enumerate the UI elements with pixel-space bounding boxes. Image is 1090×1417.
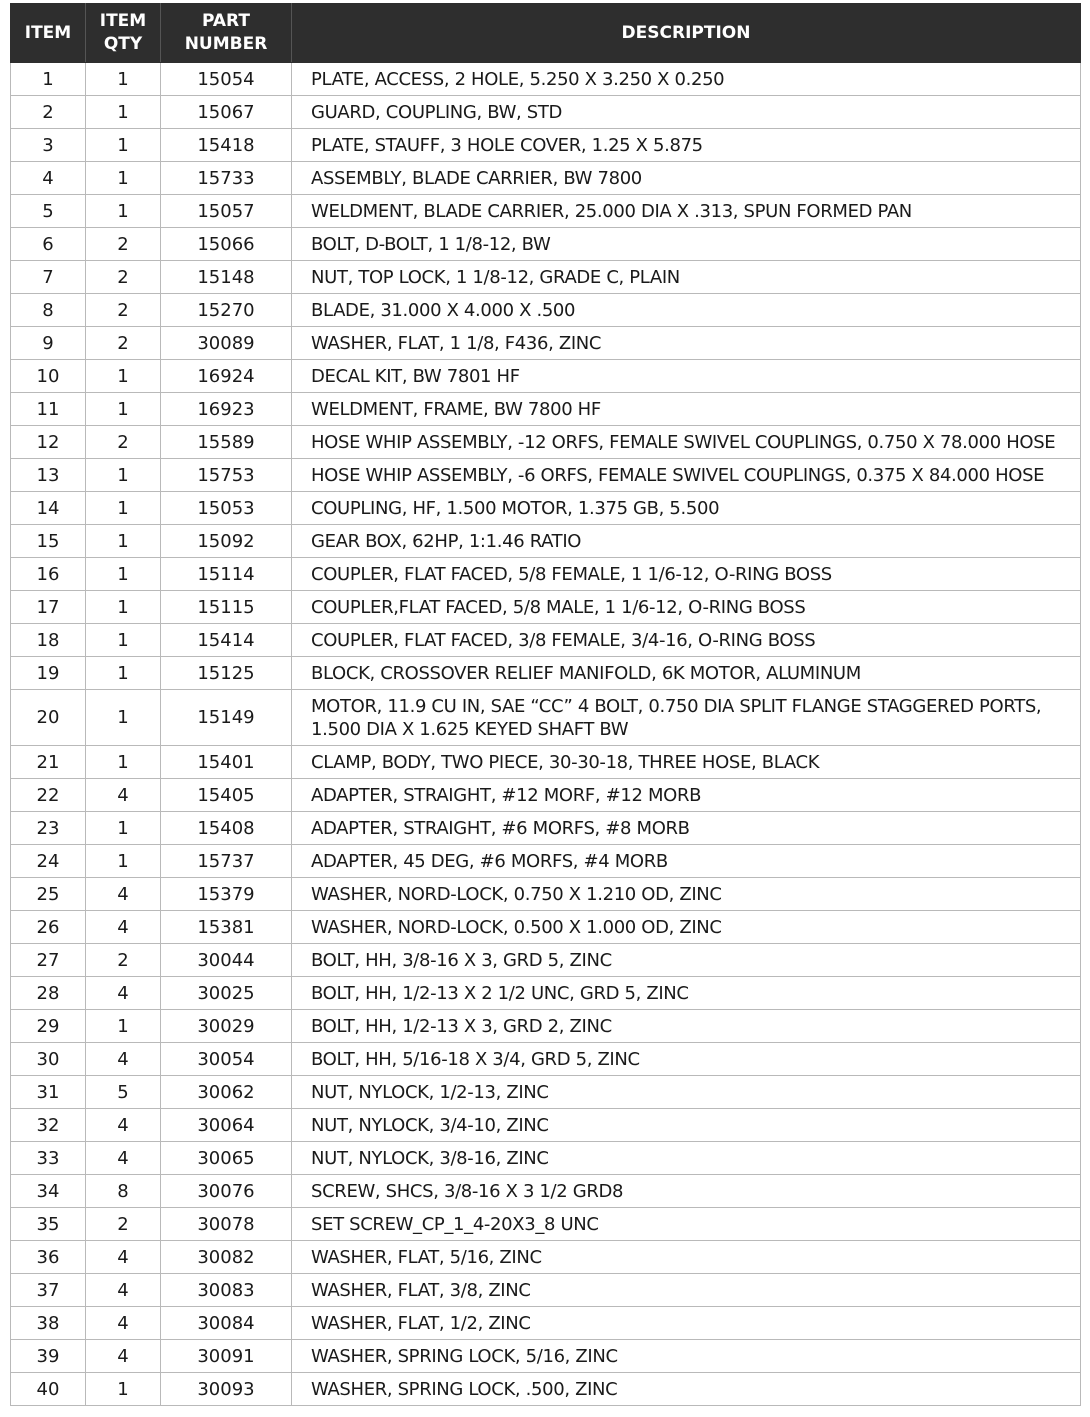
table-row	[11, 657, 1081, 690]
cell-part-number: 30025	[161, 977, 292, 1010]
table-row	[11, 261, 1081, 294]
cell-part-number: 15753	[161, 459, 292, 492]
cell-item: 35	[11, 1208, 86, 1241]
cell-part-number: 15148	[161, 261, 292, 294]
cell-item: 19	[11, 657, 86, 690]
cell-qty: 1	[86, 525, 161, 558]
cell-description: HOSE WHIP ASSEMBLY, -12 ORFS, FEMALE SWIVEL COUPLINGS, 0.750 X 78.000 HOSE	[292, 426, 1081, 459]
cell-part-number: 30093	[161, 1373, 292, 1406]
cell-item: 37	[11, 1274, 86, 1307]
cell-item: 3	[11, 129, 86, 162]
table-row	[11, 1043, 1081, 1076]
cell-qty: 1	[86, 845, 161, 878]
cell-part-number: 30078	[161, 1208, 292, 1241]
cell-description: MOTOR, 11.9 CU IN, SAE “CC” 4 BOLT, 0.750 DIA SPLIT FLANGE STAGGERED PORTS, 1.500 DIA X 1.625 KEYED SHAFT BW	[292, 690, 1081, 746]
cell-part-number: 15125	[161, 657, 292, 690]
cell-qty: 1	[86, 492, 161, 525]
cell-part-number: 15057	[161, 195, 292, 228]
cell-qty: 1	[86, 63, 161, 96]
cell-item: 14	[11, 492, 86, 525]
cell-qty: 2	[86, 294, 161, 327]
cell-item: 18	[11, 624, 86, 657]
table-row	[11, 591, 1081, 624]
cell-description: GEAR BOX, 62HP, 1:1.46 RATIO	[292, 525, 1081, 558]
table-row	[11, 812, 1081, 845]
cell-part-number: 30082	[161, 1241, 292, 1274]
cell-part-number: 30089	[161, 327, 292, 360]
table-row	[11, 779, 1081, 812]
cell-part-number: 15381	[161, 911, 292, 944]
cell-part-number: 30054	[161, 1043, 292, 1076]
cell-qty: 5	[86, 1076, 161, 1109]
parts-list-sheet	[10, 3, 1080, 1406]
cell-part-number: 30064	[161, 1109, 292, 1142]
column-header-item-qty	[86, 4, 161, 63]
cell-description: WELDMENT, BLADE CARRIER, 25.000 DIA X .313, SPUN FORMED PAN	[292, 195, 1081, 228]
column-header-part-line2: NUMBER	[184, 34, 268, 54]
cell-description: BLOCK, CROSSOVER RELIEF MANIFOLD, 6K MOTOR, ALUMINUM	[292, 657, 1081, 690]
cell-qty: 4	[86, 779, 161, 812]
table-row	[11, 63, 1081, 96]
table-row	[11, 1076, 1081, 1109]
table-row	[11, 1241, 1081, 1274]
cell-part-number: 15066	[161, 228, 292, 261]
cell-item: 1	[11, 63, 86, 96]
cell-description: WASHER, NORD-LOCK, 0.750 X 1.210 OD, ZINC	[292, 878, 1081, 911]
cell-item: 24	[11, 845, 86, 878]
cell-part-number: 15733	[161, 162, 292, 195]
cell-item: 8	[11, 294, 86, 327]
cell-part-number: 16923	[161, 393, 292, 426]
cell-item: 31	[11, 1076, 86, 1109]
cell-qty: 1	[86, 393, 161, 426]
column-header-item	[11, 4, 86, 63]
cell-item: 13	[11, 459, 86, 492]
cell-item: 20	[11, 690, 86, 746]
cell-part-number: 15408	[161, 812, 292, 845]
cell-description: SCREW, SHCS, 3/8-16 X 3 1/2 GRD8	[292, 1175, 1081, 1208]
cell-part-number: 30083	[161, 1274, 292, 1307]
parts-list-table	[10, 3, 1081, 1406]
table-row	[11, 459, 1081, 492]
cell-description: SET SCREW_CP_1_4-20X3_8 UNC	[292, 1208, 1081, 1241]
header-row	[11, 4, 1081, 63]
cell-qty: 1	[86, 1373, 161, 1406]
cell-item: 26	[11, 911, 86, 944]
cell-part-number: 15379	[161, 878, 292, 911]
cell-description: COUPLER, FLAT FACED, 3/8 FEMALE, 3/4-16, O-RING BOSS	[292, 624, 1081, 657]
cell-qty: 1	[86, 459, 161, 492]
column-header-part-line1: PART	[202, 11, 250, 31]
cell-qty: 1	[86, 591, 161, 624]
cell-item: 30	[11, 1043, 86, 1076]
table-row	[11, 878, 1081, 911]
cell-item: 11	[11, 393, 86, 426]
cell-part-number: 16924	[161, 360, 292, 393]
cell-item: 4	[11, 162, 86, 195]
column-header-description-label: DESCRIPTION	[621, 22, 751, 43]
cell-description: WASHER, NORD-LOCK, 0.500 X 1.000 OD, ZINC	[292, 911, 1081, 944]
cell-description: WASHER, FLAT, 1/2, ZINC	[292, 1307, 1081, 1340]
table-row	[11, 1142, 1081, 1175]
cell-description: BOLT, HH, 3/8-16 X 3, GRD 5, ZINC	[292, 944, 1081, 977]
cell-part-number: 30084	[161, 1307, 292, 1340]
cell-description: COUPLING, HF, 1.500 MOTOR, 1.375 GB, 5.500	[292, 492, 1081, 525]
cell-item: 9	[11, 327, 86, 360]
cell-qty: 2	[86, 944, 161, 977]
cell-description: WASHER, SPRING LOCK, 5/16, ZINC	[292, 1340, 1081, 1373]
cell-description: NUT, NYLOCK, 3/4-10, ZINC	[292, 1109, 1081, 1142]
table-row	[11, 1109, 1081, 1142]
cell-part-number: 30029	[161, 1010, 292, 1043]
cell-description: BOLT, HH, 1/2-13 X 3, GRD 2, ZINC	[292, 1010, 1081, 1043]
cell-description: WASHER, FLAT, 3/8, ZINC	[292, 1274, 1081, 1307]
cell-qty: 2	[86, 327, 161, 360]
cell-qty: 4	[86, 1043, 161, 1076]
table-row	[11, 162, 1081, 195]
cell-part-number: 15414	[161, 624, 292, 657]
cell-description: PLATE, STAUFF, 3 HOLE COVER, 1.25 X 5.875	[292, 129, 1081, 162]
cell-item: 23	[11, 812, 86, 845]
table-row	[11, 96, 1081, 129]
table-row	[11, 624, 1081, 657]
cell-item: 17	[11, 591, 86, 624]
cell-qty: 1	[86, 746, 161, 779]
cell-description: BOLT, HH, 5/16-18 X 3/4, GRD 5, ZINC	[292, 1043, 1081, 1076]
cell-description: DECAL KIT, BW 7801 HF	[292, 360, 1081, 393]
cell-qty: 1	[86, 690, 161, 746]
cell-description: CLAMP, BODY, TWO PIECE, 30-30-18, THREE HOSE, BLACK	[292, 746, 1081, 779]
column-header-qty-line1: ITEM	[99, 11, 147, 31]
table-row	[11, 944, 1081, 977]
cell-qty: 1	[86, 558, 161, 591]
cell-description: ASSEMBLY, BLADE CARRIER, BW 7800	[292, 162, 1081, 195]
cell-item: 33	[11, 1142, 86, 1175]
cell-description: ADAPTER, STRAIGHT, #6 MORFS, #8 MORB	[292, 812, 1081, 845]
table-row	[11, 1307, 1081, 1340]
cell-qty: 2	[86, 1208, 161, 1241]
cell-item: 2	[11, 96, 86, 129]
table-row	[11, 911, 1081, 944]
cell-qty: 4	[86, 1109, 161, 1142]
table-row	[11, 228, 1081, 261]
table-row	[11, 525, 1081, 558]
cell-description: BOLT, D-BOLT, 1 1/8-12, BW	[292, 228, 1081, 261]
table-row	[11, 1274, 1081, 1307]
cell-qty: 4	[86, 1274, 161, 1307]
cell-description: GUARD, COUPLING, BW, STD	[292, 96, 1081, 129]
table-row	[11, 746, 1081, 779]
table-row	[11, 393, 1081, 426]
table-row	[11, 1340, 1081, 1373]
cell-qty: 1	[86, 360, 161, 393]
cell-item: 40	[11, 1373, 86, 1406]
table-row	[11, 1208, 1081, 1241]
cell-item: 15	[11, 525, 86, 558]
cell-part-number: 30076	[161, 1175, 292, 1208]
cell-description: PLATE, ACCESS, 2 HOLE, 5.250 X 3.250 X 0.250	[292, 63, 1081, 96]
table-body	[11, 63, 1081, 1406]
cell-part-number: 30065	[161, 1142, 292, 1175]
cell-part-number: 30091	[161, 1340, 292, 1373]
cell-part-number: 15067	[161, 96, 292, 129]
cell-qty: 8	[86, 1175, 161, 1208]
table-row	[11, 690, 1081, 746]
cell-qty: 1	[86, 195, 161, 228]
cell-qty: 1	[86, 96, 161, 129]
cell-part-number: 15270	[161, 294, 292, 327]
cell-description: WELDMENT, FRAME, BW 7800 HF	[292, 393, 1081, 426]
table-row	[11, 129, 1081, 162]
cell-item: 34	[11, 1175, 86, 1208]
cell-item: 25	[11, 878, 86, 911]
column-header-qty-line2: QTY	[103, 34, 143, 54]
cell-qty: 1	[86, 624, 161, 657]
cell-item: 29	[11, 1010, 86, 1043]
cell-qty: 4	[86, 977, 161, 1010]
cell-item: 36	[11, 1241, 86, 1274]
cell-item: 7	[11, 261, 86, 294]
cell-description: NUT, TOP LOCK, 1 1/8-12, GRADE C, PLAIN	[292, 261, 1081, 294]
column-header-part-number	[161, 4, 292, 63]
cell-part-number: 15401	[161, 746, 292, 779]
cell-description: WASHER, FLAT, 1 1/8, F436, ZINC	[292, 327, 1081, 360]
table-row	[11, 426, 1081, 459]
cell-part-number: 15589	[161, 426, 292, 459]
table-row	[11, 360, 1081, 393]
cell-description: COUPLER, FLAT FACED, 5/8 FEMALE, 1 1/6-12, O-RING BOSS	[292, 558, 1081, 591]
cell-qty: 1	[86, 657, 161, 690]
cell-item: 39	[11, 1340, 86, 1373]
cell-description: BLADE, 31.000 X 4.000 X .500	[292, 294, 1081, 327]
cell-description: WASHER, FLAT, 5/16, ZINC	[292, 1241, 1081, 1274]
table-row	[11, 195, 1081, 228]
cell-qty: 4	[86, 1307, 161, 1340]
table-row	[11, 294, 1081, 327]
cell-part-number: 30044	[161, 944, 292, 977]
cell-qty: 4	[86, 911, 161, 944]
table-row	[11, 845, 1081, 878]
cell-description: HOSE WHIP ASSEMBLY, -6 ORFS, FEMALE SWIVEL COUPLINGS, 0.375 X 84.000 HOSE	[292, 459, 1081, 492]
column-header-description	[292, 4, 1081, 63]
cell-item: 6	[11, 228, 86, 261]
cell-part-number: 15418	[161, 129, 292, 162]
cell-item: 22	[11, 779, 86, 812]
cell-description: ADAPTER, STRAIGHT, #12 MORF, #12 MORB	[292, 779, 1081, 812]
cell-item: 27	[11, 944, 86, 977]
cell-description: NUT, NYLOCK, 3/8-16, ZINC	[292, 1142, 1081, 1175]
cell-item: 12	[11, 426, 86, 459]
table-row	[11, 1175, 1081, 1208]
cell-item: 28	[11, 977, 86, 1010]
table-row	[11, 977, 1081, 1010]
table-header	[11, 4, 1081, 63]
cell-qty: 4	[86, 1142, 161, 1175]
cell-qty: 2	[86, 261, 161, 294]
cell-description: WASHER, SPRING LOCK, .500, ZINC	[292, 1373, 1081, 1406]
cell-item: 21	[11, 746, 86, 779]
cell-item: 32	[11, 1109, 86, 1142]
cell-qty: 1	[86, 812, 161, 845]
table-row	[11, 327, 1081, 360]
cell-part-number: 15053	[161, 492, 292, 525]
column-header-item-label: ITEM	[24, 22, 72, 43]
cell-item: 38	[11, 1307, 86, 1340]
table-row	[11, 1010, 1081, 1043]
cell-item: 10	[11, 360, 86, 393]
cell-qty: 4	[86, 1241, 161, 1274]
cell-description: COUPLER,FLAT FACED, 5/8 MALE, 1 1/6-12, O-RING BOSS	[292, 591, 1081, 624]
cell-qty: 1	[86, 162, 161, 195]
cell-description: NUT, NYLOCK, 1/2-13, ZINC	[292, 1076, 1081, 1109]
cell-part-number: 15115	[161, 591, 292, 624]
cell-qty: 2	[86, 426, 161, 459]
cell-qty: 1	[86, 1010, 161, 1043]
cell-item: 5	[11, 195, 86, 228]
cell-qty: 1	[86, 129, 161, 162]
cell-part-number: 15737	[161, 845, 292, 878]
cell-description: BOLT, HH, 1/2-13 X 2 1/2 UNC, GRD 5, ZINC	[292, 977, 1081, 1010]
cell-part-number: 15114	[161, 558, 292, 591]
cell-part-number: 15405	[161, 779, 292, 812]
cell-qty: 4	[86, 878, 161, 911]
cell-part-number: 30062	[161, 1076, 292, 1109]
table-row	[11, 1373, 1081, 1406]
cell-qty: 2	[86, 228, 161, 261]
cell-part-number: 15054	[161, 63, 292, 96]
cell-part-number: 15092	[161, 525, 292, 558]
cell-description: ADAPTER, 45 DEG, #6 MORFS, #4 MORB	[292, 845, 1081, 878]
table-row	[11, 558, 1081, 591]
cell-qty: 4	[86, 1340, 161, 1373]
cell-part-number: 15149	[161, 690, 292, 746]
table-row	[11, 492, 1081, 525]
cell-item: 16	[11, 558, 86, 591]
